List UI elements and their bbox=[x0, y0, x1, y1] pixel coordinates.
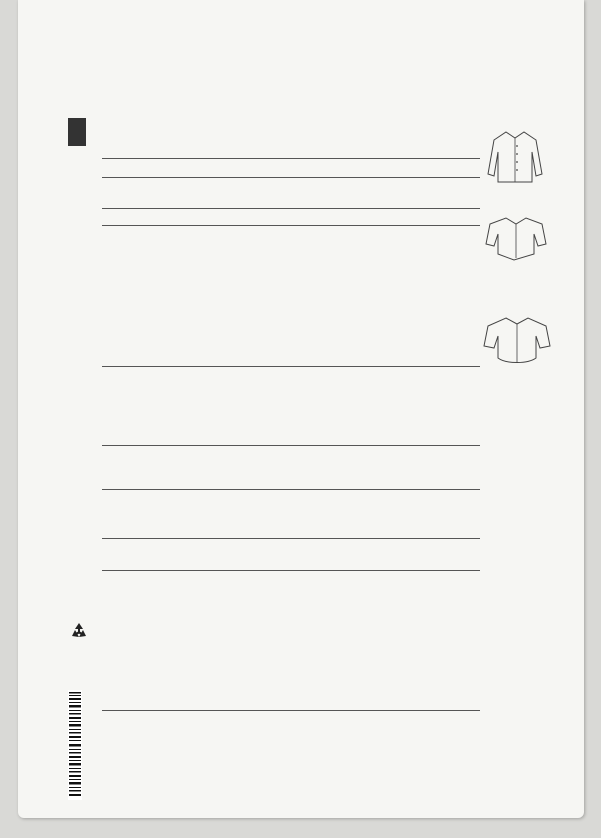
divider bbox=[102, 177, 480, 178]
recycle-icon bbox=[68, 620, 90, 642]
barcode bbox=[64, 690, 86, 800]
divider bbox=[102, 158, 480, 159]
view-a-sketch bbox=[486, 128, 544, 188]
view-b-sketch bbox=[484, 214, 548, 264]
divider bbox=[102, 445, 480, 446]
divider bbox=[102, 538, 480, 539]
divider bbox=[102, 570, 480, 571]
view-c-sketch bbox=[482, 312, 552, 368]
top-strip bbox=[18, 0, 584, 26]
divider bbox=[102, 489, 480, 490]
pattern-envelope-back bbox=[18, 0, 584, 818]
divider bbox=[102, 366, 480, 367]
divider bbox=[102, 225, 480, 226]
divider bbox=[102, 208, 480, 209]
divider bbox=[102, 710, 480, 711]
usa-badge bbox=[68, 118, 86, 146]
